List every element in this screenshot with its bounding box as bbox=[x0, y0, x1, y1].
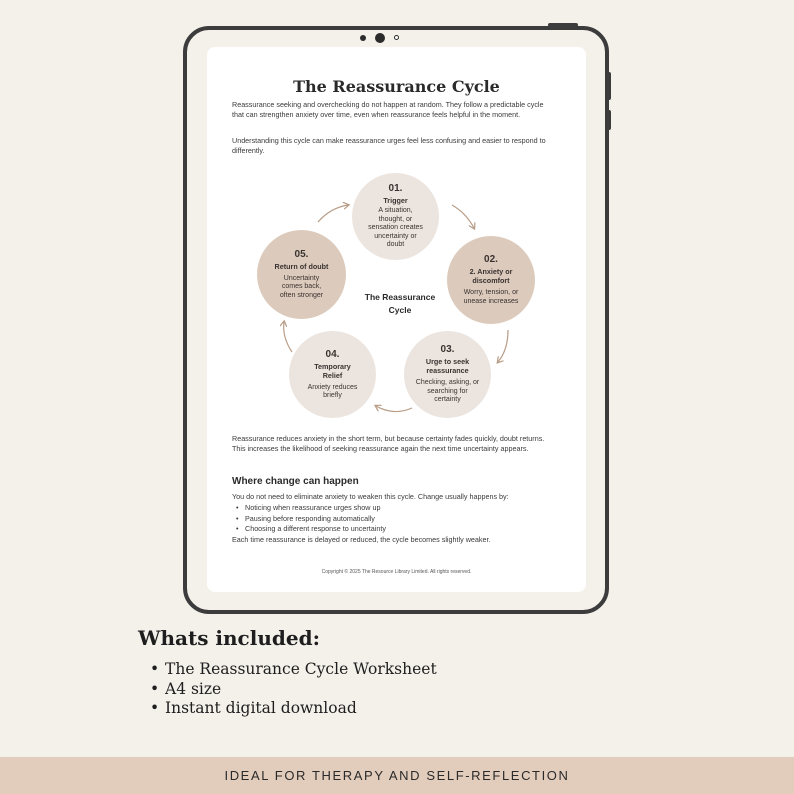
tablet-camera-icon bbox=[375, 33, 385, 43]
step-description: Worry, tension, or unease increases bbox=[463, 289, 519, 305]
explanation-paragraph: Reassurance reduces anxiety in the short term, but because certainty fades quickly, doubt returns. This increases the likelihood of seeking reassurance again the next time uncertainty appears. bbox=[232, 434, 545, 453]
tablet-volume-up-button bbox=[607, 72, 611, 100]
tablet-sensor-icon bbox=[360, 35, 366, 41]
step-description: Checking, asking, or searching for certainty bbox=[415, 379, 480, 404]
change-closing: Each time reassurance is delayed or reduced, the cycle becomes slightly weaker. bbox=[232, 535, 491, 544]
cycle-step-relief bbox=[289, 331, 376, 418]
list-item: • The Reassurance Cycle Worksheet bbox=[150, 660, 437, 680]
step-number: 03. bbox=[440, 344, 455, 356]
bottom-banner bbox=[0, 757, 794, 794]
tablet-volume-down-button bbox=[607, 110, 611, 130]
step-name: Urge to seek reassurance bbox=[425, 357, 470, 376]
step-description: Anxiety reduces briefly bbox=[307, 383, 358, 399]
list-item: • Noticing when reassurance urges show up bbox=[236, 503, 386, 514]
list-item: • Pausing before responding automatically bbox=[236, 514, 386, 525]
worksheet-title: The Reassurance Cycle bbox=[293, 77, 500, 96]
step-description: Uncertainty comes back, often stronger bbox=[279, 274, 324, 299]
step-number: 02. bbox=[484, 254, 498, 266]
list-item: • A4 size bbox=[150, 680, 437, 700]
center-label-line2: Cycle bbox=[388, 305, 412, 315]
change-heading: Where change can happen bbox=[232, 476, 359, 487]
step-description: A situation, thought, or sensation creates uncertainty or doubt bbox=[368, 207, 423, 249]
tablet-power-button bbox=[548, 23, 578, 27]
cycle-center-label bbox=[345, 291, 455, 317]
step-name: 2. Anxiety or discomfort bbox=[469, 267, 513, 286]
intro-paragraph: Reassurance seeking and overchecking do not happen at random. They follow a predictable cycle that can strengthen anxiety over time, even when reassurance feels helpful in the moment. bbox=[232, 100, 544, 119]
step-name: Trigger bbox=[383, 196, 408, 206]
step-name: Temporary Relief bbox=[314, 361, 351, 380]
included-heading: Whats included: bbox=[138, 626, 320, 650]
change-bullet-list bbox=[236, 503, 386, 535]
step-number: 05. bbox=[294, 248, 309, 260]
understanding-paragraph: Understanding this cycle can make reassurance urges feel less confusing and easier to respond to differently. bbox=[232, 136, 546, 155]
list-item: • Instant digital download bbox=[150, 699, 437, 719]
step-number: 04. bbox=[325, 348, 340, 360]
step-number: 01. bbox=[388, 183, 403, 195]
cycle-step-return-of-doubt bbox=[257, 230, 346, 319]
tablet-light-sensor-icon bbox=[394, 35, 399, 40]
cycle-step-anxiety bbox=[447, 236, 535, 324]
change-intro: You do not need to eliminate anxiety to weaken this cycle. Change usually happens by: bbox=[232, 492, 509, 501]
center-label-line1: The Reassurance bbox=[364, 292, 436, 302]
banner-text: IDEAL FOR THERAPY AND SELF-REFLECTION bbox=[224, 768, 570, 783]
list-item: • Choosing a different response to uncertainty bbox=[236, 524, 386, 535]
step-name: Return of doubt bbox=[274, 261, 329, 271]
cycle-step-urge bbox=[404, 331, 491, 418]
copyright-notice: Copyright © 2025 The Resource Library Limited. All rights reserved. bbox=[321, 569, 472, 575]
cycle-step-trigger bbox=[352, 173, 439, 260]
included-list bbox=[150, 660, 437, 719]
